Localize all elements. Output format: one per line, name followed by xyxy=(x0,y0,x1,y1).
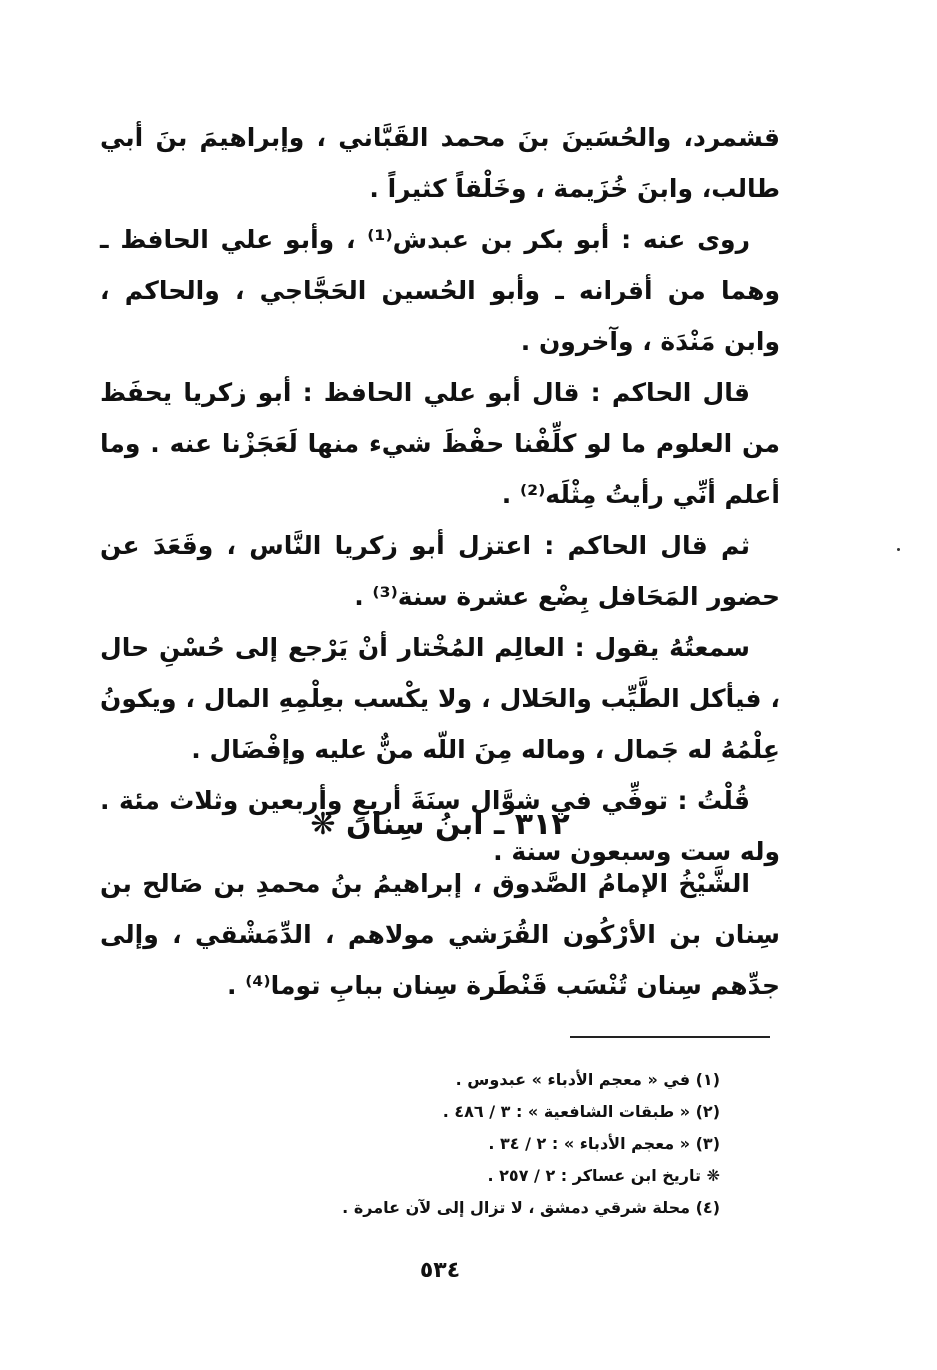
paragraph-death: قُلْتُ : توفِّي في شوَّال سنَةَ أربعٍ وأربعين وثلاث مئة . وله ست وسبعون سنة . xyxy=(100,786,780,866)
paragraph-ibn-sinan-bio: الشَّيْخُ الإمامُ الصَّدوق ، إبراهيمُ بنُ محمدِ بن صَالح بن سِنان بن الأرْكُون القُرَشي مولاهم ، الدِّمَشْقي ، وإلى جدِّهم سِنان تُنْسَب قَنْطَرة سِنان ببابِ توما⁽⁴⁾ . xyxy=(100,869,780,1000)
paragraph-students: قشمرد، والحُسَينَ بنَ محمد القَبَّاني ، وإبراهيمَ بنَ أبي طالب، وابنَ خُزَيمة ، وخَلْقاً كثيراً . xyxy=(100,123,780,203)
footnote-3: (٣) « معجم الأدباء » : ٢ / ٣٤ . xyxy=(488,1134,720,1153)
footnote-divider xyxy=(570,1036,770,1038)
footnote-1: (١) في « معجم الأدباء » عبدوس . xyxy=(455,1070,720,1089)
paragraph-saying: سمعتُهُ يقول : العالِم المُخْتار أنْ يَرْجع إلى حُسْنِ حال ، فيأكل الطَّيِّب والحَلال ، ولا يكْسب بعِلْمِهِ المال ، ويكونُ عِلْمُهُ له جَمال ، وماله مِنَ اللّه منٌّ عليه وإفْضَال . xyxy=(100,633,780,764)
paragraph-narrators: روى عنه : أبو بكر بن عبدش⁽¹⁾ ، وأبو علي الحافظ ـ وهما من أقرانه ـ وأبو الحُسين الحَجَّاجي ، والحاكم ، وابن مَنْدَة ، وآخرون . xyxy=(100,225,780,356)
scan-speck xyxy=(897,548,900,551)
paragraph-seclusion: ثم قال الحاكم : اعتزل أبو زكريا النَّاس ، وقَعَدَ عن حضور المَحَافل بِضْع عشرة سنة⁽³⁾ . xyxy=(100,531,780,611)
body-text-top xyxy=(100,112,780,877)
paragraph-hakim-quote: قال الحاكم : قال أبو علي الحافظ : أبو زكريا يحفَظ من العلوم ما لو كلِّفْنا حفْظَ شيء منها لَعَجَزْنا عنه . وما أعلم أنِّي رأيتُ مِثْلَه⁽²⁾ . xyxy=(100,378,780,509)
footnotes xyxy=(300,1064,720,1224)
entry-heading: ٣١٢ ـ ابنُ سِنان ❋ xyxy=(310,807,570,842)
body-text-bottom xyxy=(100,858,780,1011)
page-number: ٥٣٤ xyxy=(419,1258,461,1283)
footnote-source: ❋ تاريخ ابن عساكر : ٢ / ٢٥٧ . xyxy=(487,1166,720,1185)
footnote-4: (٤) محلة شرقي دمشق ، لا تزال إلى لآن عامرة . xyxy=(342,1198,720,1217)
footnote-2: (٢) « طبقات الشافعية » : ٣ / ٤٨٦ . xyxy=(442,1102,720,1121)
